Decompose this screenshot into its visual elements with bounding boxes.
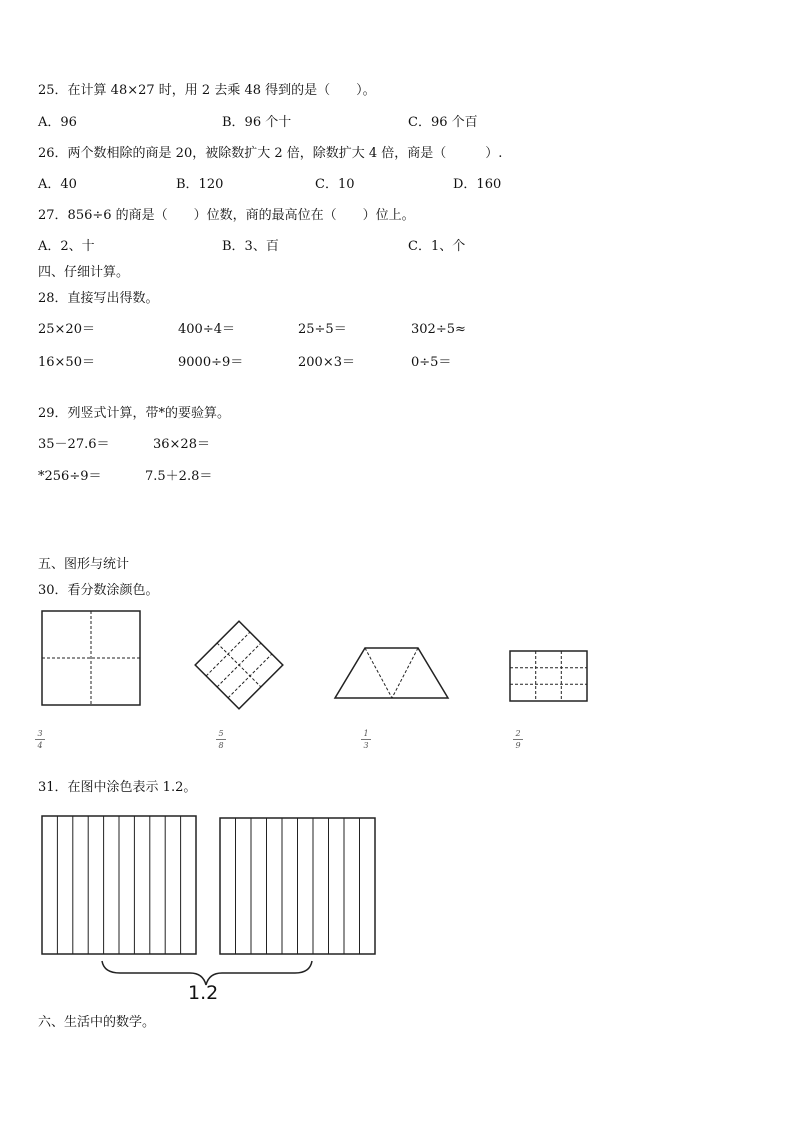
q25-option-c: C．96 个百 bbox=[408, 115, 478, 130]
q25-stem: 25．在计算 48×27 时，用 2 去乘 48 得到的是（ ）。 bbox=[38, 83, 376, 98]
fraction-denominator: 4 bbox=[37, 741, 43, 750]
fraction-numerator: 2 bbox=[515, 729, 521, 738]
fraction-denominator: 3 bbox=[363, 741, 369, 750]
fraction-denominator: 8 bbox=[218, 741, 224, 750]
q27-option-b: B．3、百 bbox=[222, 239, 279, 254]
q28-item: 200×3＝ bbox=[298, 355, 355, 370]
q31-stem: 31．在图中涂色表示 1.2。 bbox=[38, 780, 197, 795]
q30-stem: 30．看分数涂颜色。 bbox=[38, 583, 159, 598]
q28-item: 25÷5＝ bbox=[298, 322, 347, 337]
q26-option-c: C．10 bbox=[315, 177, 355, 192]
q26-stem: 26．两个数相除的商是 20，被除数扩大 2 倍，除数扩大 4 倍，商是（ ）. bbox=[38, 146, 503, 161]
q26-option-a: A．40 bbox=[38, 177, 77, 192]
q25-option-a: A．96 bbox=[38, 115, 77, 130]
q26-option-d: D．160 bbox=[453, 177, 502, 192]
fraction-numerator: 5 bbox=[218, 729, 224, 738]
strip-rect-right bbox=[220, 818, 375, 954]
fraction-denominator: 9 bbox=[515, 741, 521, 750]
q28-item: 400÷4＝ bbox=[178, 322, 235, 337]
brace-label: 1.2 bbox=[188, 982, 219, 1004]
q28-item: 0÷5＝ bbox=[411, 355, 452, 370]
section-5-heading: 五、图形与统计 bbox=[38, 557, 130, 572]
section-4-heading: 四、仔细计算。 bbox=[38, 265, 130, 280]
q25-option-b: B．96 个十 bbox=[222, 115, 292, 130]
q27-option-c: C．1、个 bbox=[408, 239, 466, 254]
q27-stem: 27．856÷6 的商是（ ）位数，商的最高位在（ ）位上。 bbox=[38, 208, 415, 223]
q29-item: 36×28＝ bbox=[153, 437, 210, 452]
section-6-heading: 六、生活中的数学。 bbox=[38, 1015, 156, 1030]
strip-rect-left bbox=[42, 816, 196, 954]
q29-stem: 29．列竖式计算，带*的要验算。 bbox=[38, 406, 231, 421]
fraction-numerator: 3 bbox=[37, 729, 43, 738]
fraction-numerator: 1 bbox=[363, 729, 369, 738]
q28-item: 9000÷9＝ bbox=[178, 355, 244, 370]
q28-stem: 28．直接写出得数。 bbox=[38, 291, 159, 306]
q28-item: 302÷5≈ bbox=[411, 322, 466, 337]
q28-item: 25×20＝ bbox=[38, 322, 95, 337]
q28-item: 16×50＝ bbox=[38, 355, 95, 370]
q26-option-b: B．120 bbox=[176, 177, 224, 192]
q27-option-a: A．2、十 bbox=[38, 239, 95, 254]
q29-item: *256÷9＝ bbox=[38, 469, 102, 484]
q29-item: 35－27.6＝ bbox=[38, 437, 110, 452]
q29-item: 7.5＋2.8＝ bbox=[145, 469, 213, 484]
